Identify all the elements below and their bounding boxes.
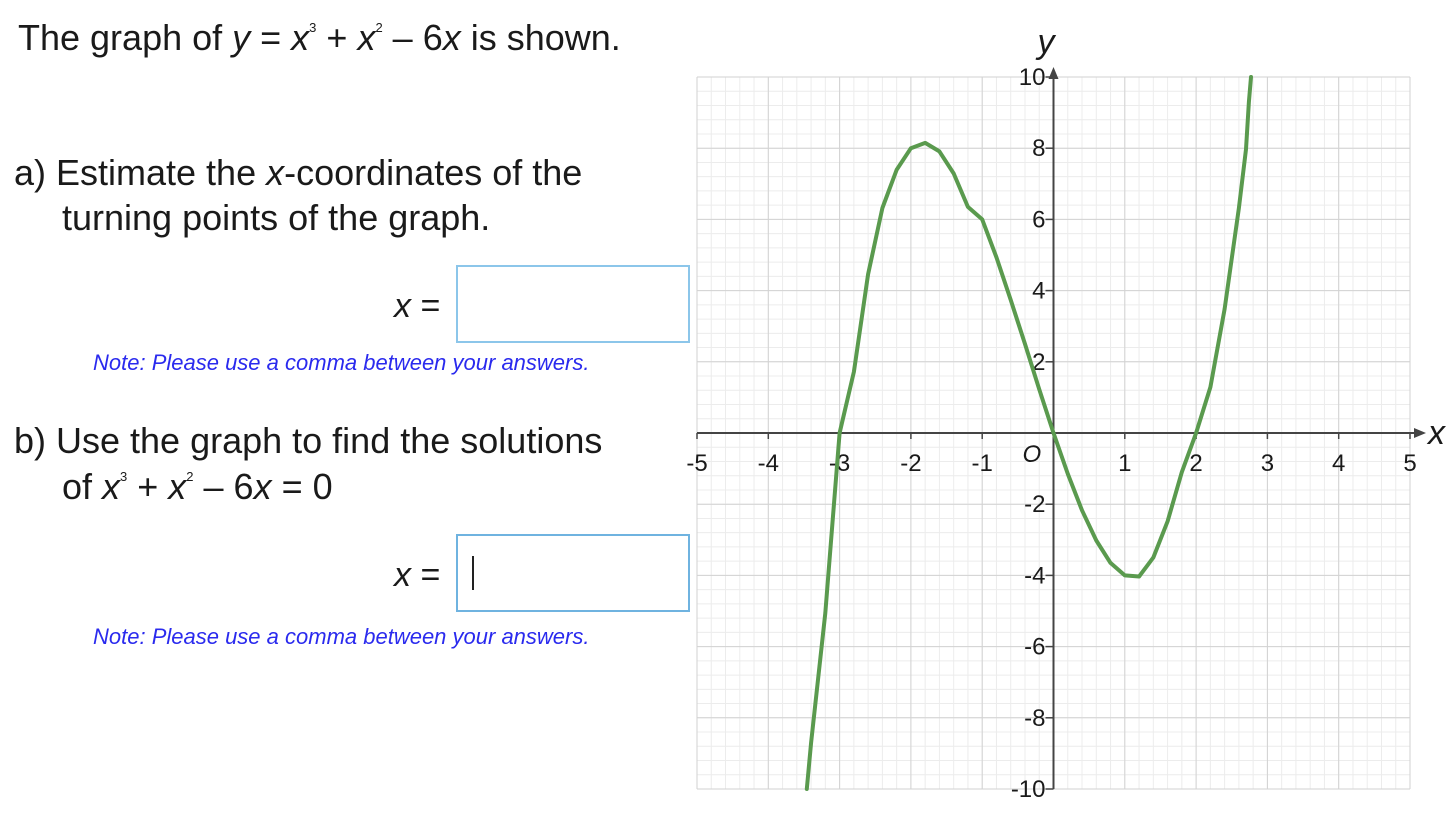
part-b-label-eq: = xyxy=(411,556,441,594)
y-tick-label: -10 xyxy=(1010,776,1046,803)
curve-layer xyxy=(807,77,1251,789)
intro-x1: x xyxy=(291,17,310,58)
part-b-line2-pre: of xyxy=(62,466,103,507)
y-tick-label: 2 xyxy=(1032,348,1046,376)
y-tick-label: -6 xyxy=(1024,633,1046,661)
x-axis-label: x xyxy=(1428,414,1445,452)
part-b-x2: x xyxy=(168,466,187,507)
x-axis-arrow-icon xyxy=(1414,428,1426,438)
x-tick-label: 3 xyxy=(1260,450,1275,477)
x-tick-label: -3 xyxy=(828,450,851,477)
part-b-line2 xyxy=(62,467,333,507)
part-a-line1-x: x xyxy=(266,152,285,193)
part-a-line1-pre: a) Estimate the xyxy=(14,152,267,193)
part-a-label-x: x xyxy=(394,287,411,325)
intro-x3: x xyxy=(442,17,461,58)
part-b-eq0: = 0 xyxy=(271,466,333,507)
ticks xyxy=(686,64,1416,803)
y-tick-label: 8 xyxy=(1032,135,1046,163)
part-b-x3: x xyxy=(253,466,272,507)
part-b-label-x: x xyxy=(394,556,411,594)
x-tick-label: 2 xyxy=(1189,450,1203,477)
x-tick-label: 5 xyxy=(1403,450,1417,477)
y-tick-label: 4 xyxy=(1032,277,1046,305)
y-axis-label: y xyxy=(1037,23,1055,61)
y-tick-label: 6 xyxy=(1032,206,1046,234)
intro-y: y xyxy=(232,17,251,58)
intro-sup1: 3 xyxy=(309,20,317,35)
part-a-note: Note: Please use a comma between your answers. xyxy=(93,350,590,375)
intro-after: is shown. xyxy=(460,17,621,58)
text-cursor xyxy=(472,556,474,590)
y-tick-label: -2 xyxy=(1024,491,1046,519)
y-tick-label: 10 xyxy=(1018,64,1046,91)
cubic-curve xyxy=(807,77,1251,789)
x-tick-label: 1 xyxy=(1118,450,1132,477)
part-b-sup2: 2 xyxy=(186,469,194,484)
question-intro xyxy=(18,18,621,58)
intro-x2: x xyxy=(357,17,376,58)
y-axis-arrow-icon xyxy=(1049,67,1059,79)
grid-major xyxy=(697,77,1410,789)
intro-text: The graph of xyxy=(18,17,233,58)
part-a-answer-label xyxy=(394,287,440,326)
intro-sup2: 2 xyxy=(375,20,383,35)
x-tick-label: -1 xyxy=(971,450,993,477)
y-tick-label: -8 xyxy=(1024,704,1046,732)
x-tick-label: 4 xyxy=(1332,450,1346,477)
intro-eq: = xyxy=(250,17,292,58)
axes xyxy=(697,23,1446,789)
part-a-line2: turning points of the graph. xyxy=(62,197,491,238)
part-b-x1: x xyxy=(102,466,121,507)
origin-label: O xyxy=(1022,441,1042,468)
part-b-minus: – 6 xyxy=(193,466,254,507)
part-b-plus: + xyxy=(127,466,169,507)
x-tick-label: -5 xyxy=(686,450,708,477)
part-b-answer-label xyxy=(394,556,440,595)
part-b-sup1: 3 xyxy=(120,469,128,484)
y-tick-label: -4 xyxy=(1024,562,1046,590)
intro-minus: – 6 xyxy=(382,17,443,58)
x-tick-label: -2 xyxy=(900,450,922,477)
part-a-line1 xyxy=(14,153,582,193)
part-b-note: Note: Please use a comma between your answers. xyxy=(93,624,590,649)
x-tick-label: -4 xyxy=(757,450,779,477)
intro-plus: + xyxy=(316,17,358,58)
part-b-line1: b) Use the graph to find the solutions xyxy=(14,420,603,461)
part-b-answer-input[interactable] xyxy=(456,534,690,612)
part-a-answer-input[interactable] xyxy=(456,265,690,343)
part-a-line1-post: -coordinates of the xyxy=(284,152,583,193)
grid-minor xyxy=(697,77,1410,789)
part-a-label-eq: = xyxy=(411,287,441,325)
